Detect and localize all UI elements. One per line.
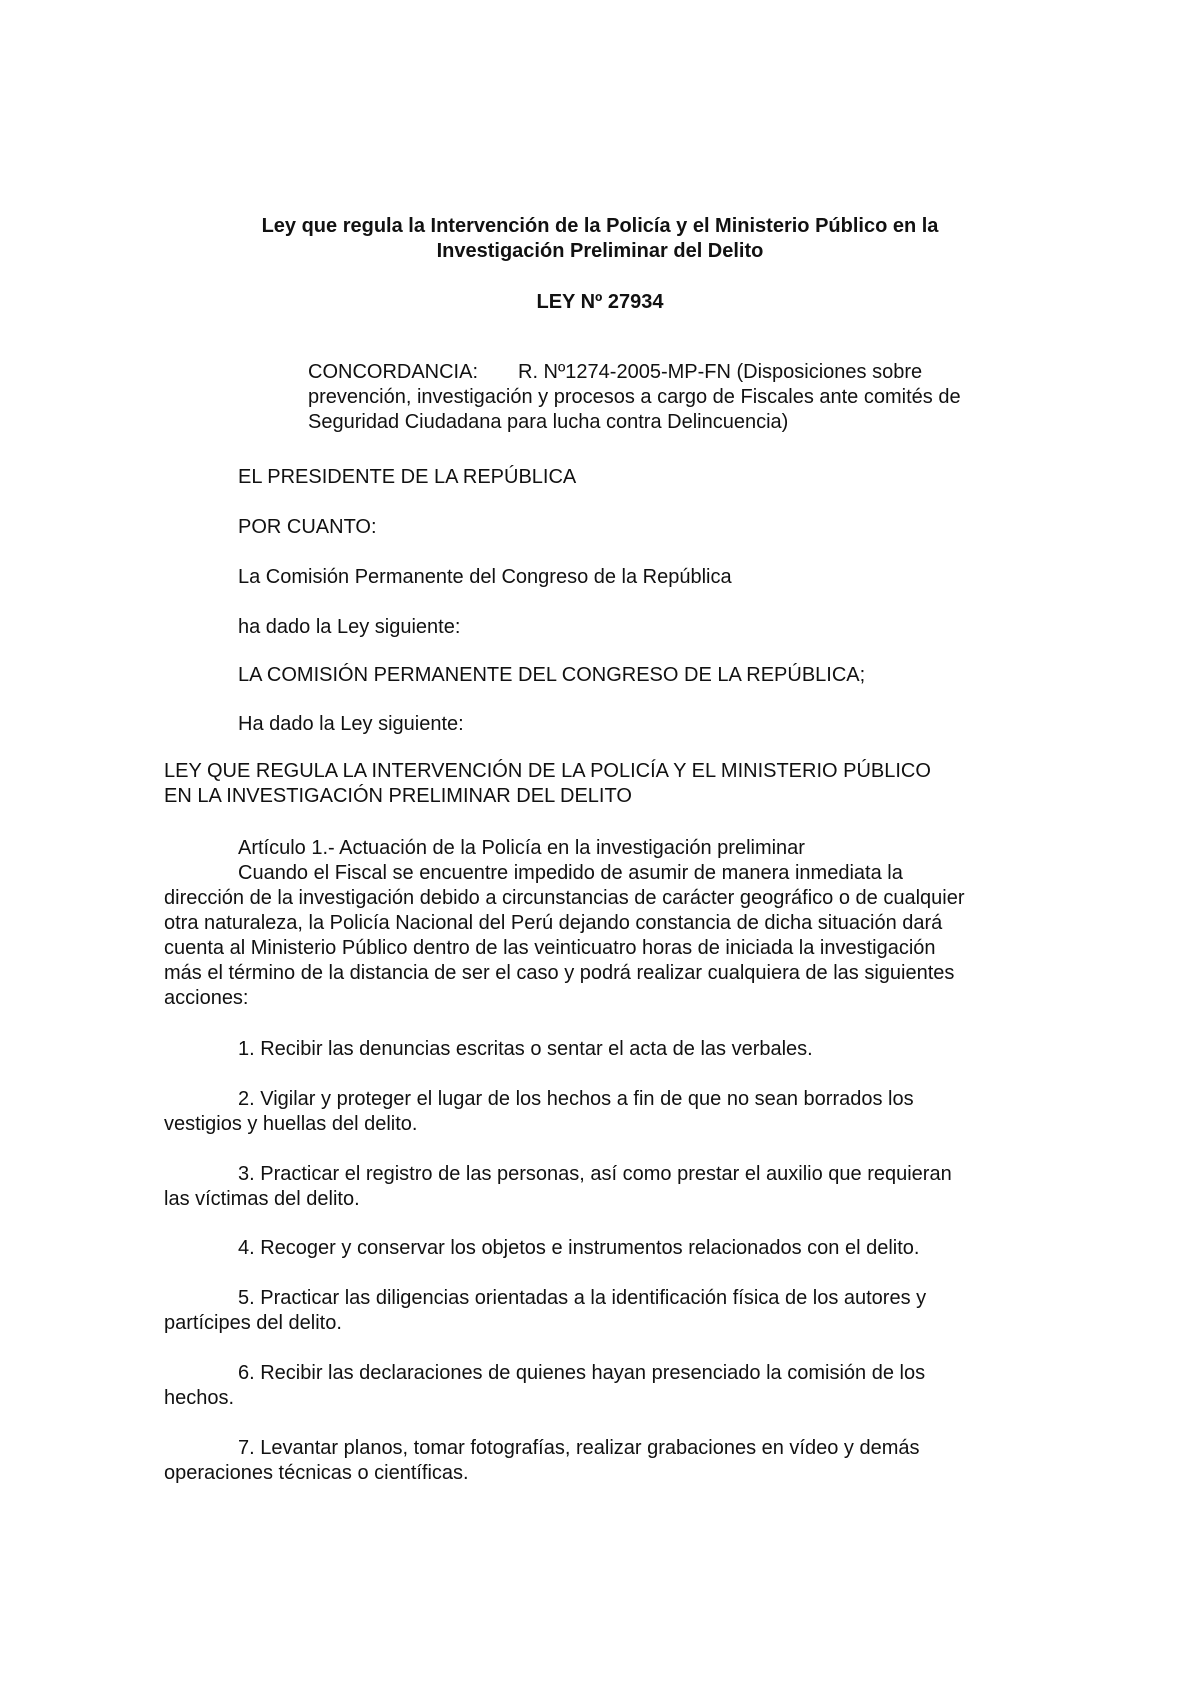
list-item-text: vestigios y huellas del delito. — [164, 1113, 418, 1135]
por-cuanto-line: POR CUANTO: — [238, 516, 377, 538]
president-line: EL PRESIDENTE DE LA REPÚBLICA — [238, 466, 577, 488]
list-item-text: las víctimas del delito. — [164, 1188, 360, 1210]
title-line-2: Investigación Preliminar del Delito — [436, 240, 764, 262]
article-1-line: otra naturaleza, la Policía Nacional del Perú dejando constancia de dicha situación dará — [164, 912, 943, 934]
concordancia-label: CONCORDANCIA: — [308, 361, 479, 383]
list-item — [164, 1087, 1044, 1137]
list-item — [164, 1037, 1044, 1062]
list-item-text: 5. Practicar las diligencias orientadas a la identificación física de los autores y — [238, 1287, 927, 1309]
list-item-text: partícipes del delito. — [164, 1312, 342, 1334]
list-item-text: 4. Recoger y conservar los objetos e instrumentos relacionados con el delito. — [238, 1237, 920, 1259]
list-item-text: 1. Recibir las denuncias escritas o sentar el acta de las verbales. — [238, 1038, 813, 1060]
concordancia-text-2: prevención, investigación y procesos a cargo de Fiscales ante comités de — [308, 386, 961, 408]
list-item — [164, 1436, 1044, 1486]
list-item-text: hechos. — [164, 1387, 235, 1409]
article-1-line: acciones: — [164, 987, 249, 1009]
article-1-line: dirección de la investigación debido a circunstancias de carácter geográfico o de cualquier — [164, 887, 965, 909]
law-heading-line-2: EN LA INVESTIGACIÓN PRELIMINAR DEL DELITO — [164, 785, 632, 807]
title-line-1: Ley que regula la Intervención de la Policía y el Ministerio Público en la — [261, 215, 939, 237]
concordancia-text-3: Seguridad Ciudadana para lucha contra Delincuencia) — [308, 411, 789, 433]
article-1-line: más el término de la distancia de ser el caso y podrá realizar cualquiera de las siguientes — [164, 962, 955, 984]
concordancia-block — [308, 360, 1028, 435]
article-1-line: cuenta al Ministerio Público dentro de las veinticuatro horas de iniciada la investigación — [164, 937, 936, 959]
list-item-text: 7. Levantar planos, tomar fotografías, realizar grabaciones en vídeo y demás — [238, 1437, 920, 1459]
list-item-text: 2. Vigilar y proteger el lugar de los hechos a fin de que no sean borrados los — [238, 1088, 914, 1110]
law-number: LEY Nº 27934 — [536, 291, 664, 313]
comision-line: La Comisión Permanente del Congreso de la República — [238, 566, 732, 588]
document-title — [180, 214, 1020, 264]
law-heading-upper — [164, 759, 1044, 809]
law-heading-line-1: LEY QUE REGULA LA INTERVENCIÓN DE LA POLICÍA Y EL MINISTERIO PÚBLICO — [164, 760, 931, 782]
list-item — [164, 1236, 1044, 1261]
list-item-text: operaciones técnicas o científicas. — [164, 1462, 469, 1484]
concordancia-text-1: R. Nº1274-2005-MP-FN (Disposiciones sobre — [518, 361, 923, 383]
list-item-text: 6. Recibir las declaraciones de quienes hayan presenciado la comisión de los — [238, 1362, 926, 1384]
ha-dado-line-1: ha dado la Ley siguiente: — [238, 616, 461, 638]
article-1-title: Artículo 1.- Actuación de la Policía en la investigación preliminar — [238, 837, 805, 859]
list-item — [164, 1286, 1044, 1336]
article-1-line: Cuando el Fiscal se encuentre impedido de asumir de manera inmediata la — [238, 862, 903, 884]
ha-dado-line-2: Ha dado la Ley siguiente: — [238, 713, 464, 735]
article-1 — [164, 836, 1044, 1011]
list-item — [164, 1162, 1044, 1212]
list-item — [164, 1361, 1044, 1411]
comision-upper-line: LA COMISIÓN PERMANENTE DEL CONGRESO DE LA REPÚBLICA; — [238, 664, 866, 686]
list-item-text: 3. Practicar el registro de las personas, así como prestar el auxilio que requieran — [238, 1163, 952, 1185]
